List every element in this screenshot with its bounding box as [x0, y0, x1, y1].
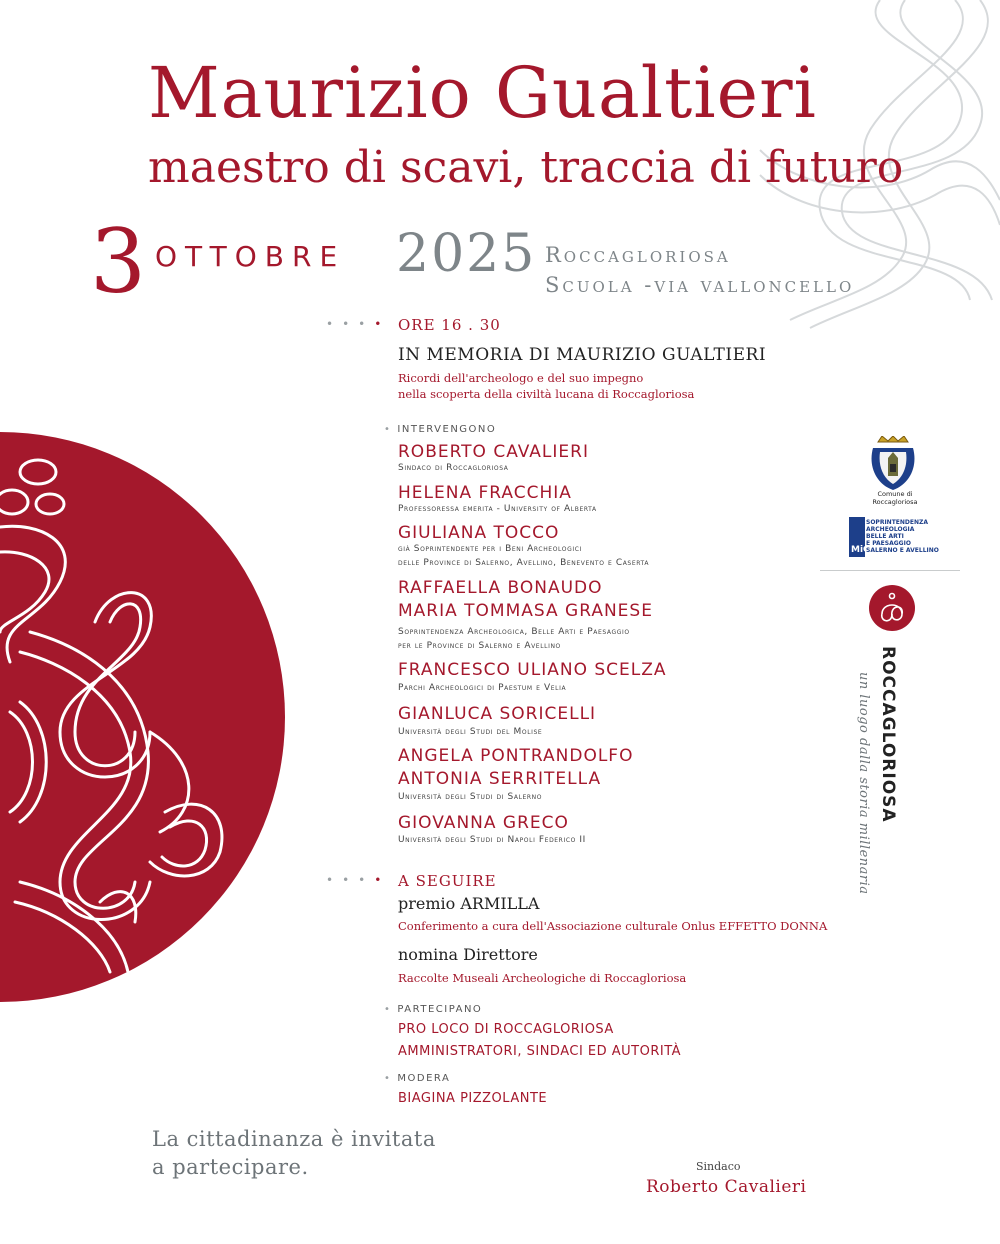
- speaker-affiliation: Professoressa emerita - University of Alberta: [398, 504, 597, 514]
- mic-text-line: SOPRINTENDENZA: [866, 519, 929, 526]
- director-title: nomina Direttore: [398, 945, 538, 964]
- award-desc: Conferimento a cura dell'Associazione culturale Onlus EFFETTO DONNA: [398, 919, 828, 933]
- memorial-title: IN MEMORIA DI MAURIZIO GUALTIERI: [398, 345, 767, 365]
- speaker-affiliation: Università degli Studi di Napoli Federico II: [398, 835, 586, 845]
- memorial-desc-line2: nella scoperta della civiltà lucana di Roccagloriosa: [398, 387, 695, 401]
- speaker-name: RAFFAELLA BONAUDO: [398, 578, 603, 598]
- award-title: premio ARMILLA: [398, 894, 540, 913]
- speaker-affiliation: per le Province di Salerno e Avellino: [398, 641, 561, 651]
- location-town: Roccagloriosa: [545, 243, 731, 267]
- speaker-name: GIOVANNA GRECO: [398, 813, 569, 833]
- bullet-dot: •: [384, 1073, 392, 1084]
- director-desc: Raccolte Museali Archeologiche di Roccagloriosa: [398, 971, 687, 985]
- speaker-name: ANTONIA SERRITELLA: [398, 769, 602, 789]
- speaker-name: ROBERTO CAVALIERI: [398, 442, 589, 462]
- mic-text-line: SALERNO E AVELLINO: [866, 547, 939, 554]
- memorial-desc-line1: Ricordi dell'archeologo e del suo impegno: [398, 371, 644, 385]
- mic-logo-text: [866, 519, 939, 554]
- speaker-name: ANGELA PONTRANDOLFO: [398, 746, 634, 766]
- speaker-name: GIULIANA TOCCO: [398, 523, 560, 543]
- location-venue: Scuola -via valloncello: [545, 273, 855, 297]
- session-time: ORE 16 . 30: [398, 316, 501, 334]
- participant-line: PRO LOCO DI ROCCAGLORIOSA: [398, 1022, 614, 1037]
- speaker-affiliation: Università degli Studi del Molise: [398, 727, 543, 737]
- participants-label-text: PARTECIPANO: [397, 1004, 483, 1015]
- mic-text-line: E PAESAGGIO: [866, 540, 911, 547]
- bullet-dot: •: [384, 1004, 392, 1015]
- speaker-affiliation: delle Province di Salerno, Avellino, Benevento e Caserta: [398, 558, 650, 568]
- moderator-label: [384, 1073, 450, 1084]
- speakers-label: [384, 424, 496, 435]
- moderator-label-text: MODERA: [397, 1073, 451, 1084]
- speaker-name: GIANLUCA SORICELLI: [398, 704, 597, 724]
- speaker-name: HELENA FRACCHIA: [398, 483, 572, 503]
- comune-crest-logo: [868, 436, 918, 492]
- moderator-name: BIAGINA PIZZOLANTE: [398, 1091, 548, 1106]
- bullet-dot: •: [384, 424, 392, 435]
- following-label: A SEGUIRE: [398, 872, 497, 890]
- speaker-name: MARIA TOMMASA GRANESE: [398, 601, 653, 621]
- brand-name: ROCCAGLORIOSA: [878, 646, 898, 823]
- mic-text-line: ARCHEOLOGIA: [866, 526, 915, 533]
- participant-line: AMMINISTRATORI, SINDACI ED AUTORITÀ: [398, 1044, 682, 1059]
- roccagloriosa-brand-icon: [868, 584, 916, 632]
- speaker-affiliation: Soprintendenza Archeologica, Belle Arti e Paesaggio: [398, 627, 630, 637]
- participants-label: [384, 1004, 482, 1015]
- date-month: OTTOBRE: [155, 240, 346, 273]
- speaker-name: FRANCESCO ULIANO SCELZA: [398, 660, 667, 680]
- mic-logo-word: MiC: [851, 545, 870, 555]
- speaker-affiliation: Parchi Archeologici di Paestum e Velia: [398, 683, 567, 693]
- event-title: Maurizio Gualtieri: [148, 52, 817, 134]
- red-circle-emblem: [0, 432, 300, 1002]
- invitation-line: La cittadinanza è invitata: [152, 1127, 436, 1151]
- date-day: 3: [90, 210, 146, 313]
- event-subtitle: maestro di scavi, traccia di futuro: [148, 142, 904, 193]
- speaker-affiliation: già Soprintendente per i Beni Archeologici: [398, 544, 582, 554]
- signer-role: Sindaco: [696, 1160, 741, 1173]
- date-year: 2025: [396, 224, 537, 284]
- invitation-text: [152, 1125, 436, 1181]
- speaker-affiliation: Università degli Studi di Salerno: [398, 792, 543, 802]
- comune-logo-label: Comune di Roccagloriosa: [872, 490, 918, 506]
- mic-text-line: BELLE ARTI: [866, 533, 904, 540]
- bullet-dots: ••••: [326, 873, 391, 887]
- brand-tagline: un luogo dalla storia millenaria: [856, 672, 871, 895]
- signer-name: Roberto Cavalieri: [646, 1177, 807, 1197]
- invitation-line: a partecipare.: [152, 1155, 309, 1179]
- speaker-affiliation: Sindaco di Roccagloriosa: [398, 463, 509, 473]
- speakers-label-text: INTERVENGONO: [397, 424, 497, 435]
- logo-divider: [820, 570, 960, 571]
- bullet-dots: ••••: [326, 317, 391, 331]
